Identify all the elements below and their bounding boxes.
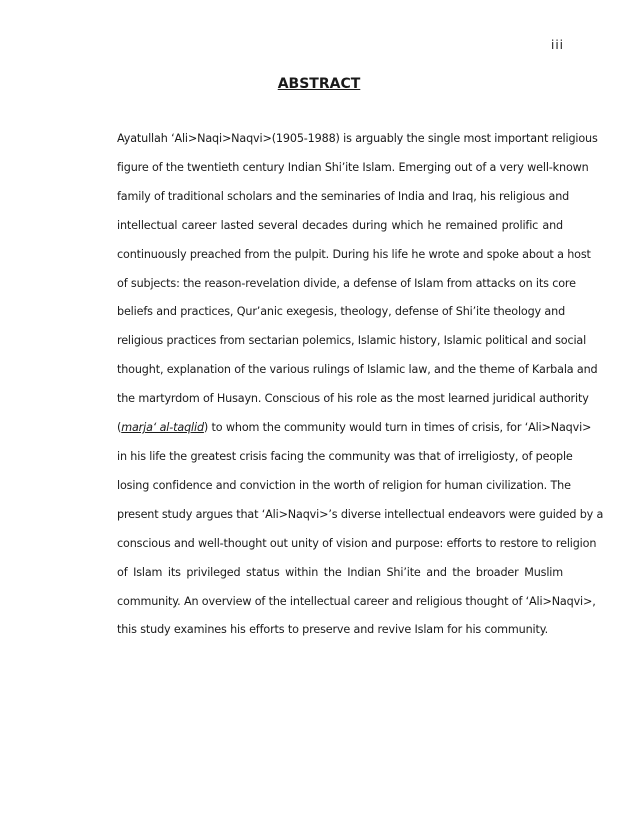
abstract-heading: ABSTRACT	[277, 76, 361, 92]
open-paren: (	[117, 421, 122, 435]
paragraph-line: family of traditional scholars and the seminaries of India and Iraq, his religious and	[117, 189, 570, 203]
line-text: ) to whom the community would turn in times of crisis, for ‘Ali>Naqvi>	[203, 421, 592, 435]
paragraph-line: Ayatullah ‘Ali>Naqi>Naqvi>(1905-1988) is arguably the single most important religious	[117, 132, 598, 145]
paragraph-line: figure of the twentieth century Indian Shi’ite Islam. Emerging out of a very well-known	[117, 160, 589, 174]
paragraph-line: of subjects: the reason-revelation divide, a defense of Islam from attacks on its core	[117, 276, 576, 290]
paragraph-line: this study examines his efforts to preserve and revive Islam for his community.	[117, 623, 549, 637]
paragraph-line: of Islam its privileged status within the Indian Shi’ite and the broader Muslim	[117, 565, 563, 579]
paragraph-line-with-term	[117, 414, 592, 443]
paragraph-line: the martyrdom of Husayn. Conscious of his role as the most learned juridical authority	[117, 392, 589, 406]
paragraph-line: beliefs and practices, Qur’anic exegesis, theology, defense of Shi’ite theology and	[117, 305, 566, 319]
abstract-paragraph	[117, 125, 604, 645]
paragraph-line: in his life the greatest crisis facing the community was that of irreligiosty, of people	[117, 449, 573, 463]
paragraph-line: losing confidence and conviction in the worth of religion for human civilization. The	[117, 478, 571, 492]
italic-term: marja‘ al-taqlid	[121, 421, 204, 435]
paragraph-line: community. An overview of the intellectual career and religious thought of ‘Ali>Naqvi>,	[117, 594, 596, 608]
paragraph-line: thought, explanation of the various rulings of Islamic law, and the theme of Karbala and	[117, 363, 598, 377]
paragraph-line: religious practices from sectarian polemics, Islamic history, Islamic political and social	[117, 334, 587, 348]
page-number: iii	[550, 38, 564, 52]
paragraph-line: conscious and well-thought out unity of vision and purpose: efforts to restore to religion	[117, 536, 597, 550]
paragraph-line: continuously preached from the pulpit. During his life he wrote and spoke about a host	[117, 247, 591, 261]
paragraph-line: intellectual career lasted several decades during which he remained prolific and	[117, 218, 563, 232]
paragraph-line: present study argues that ‘Ali>Naqvi>’s diverse intellectual endeavors were guided by a	[117, 507, 604, 521]
